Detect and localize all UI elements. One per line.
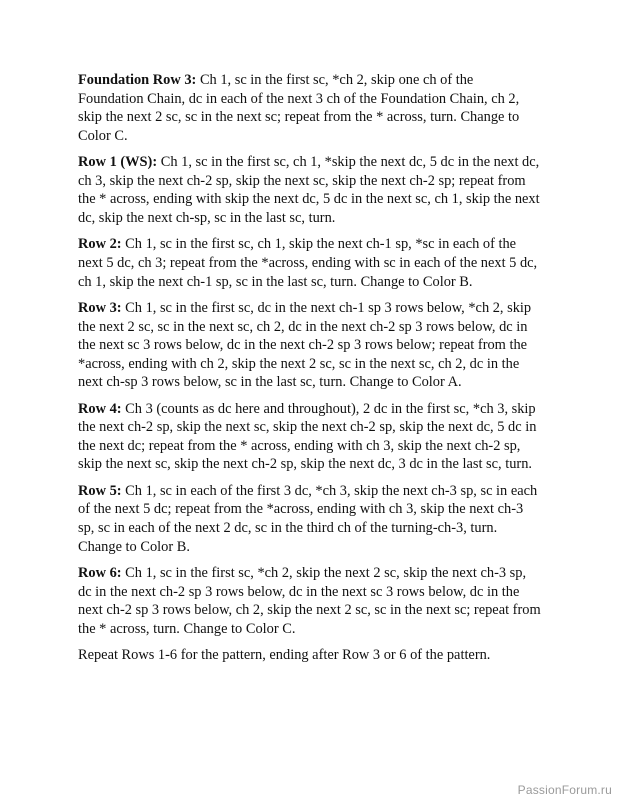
row-instructions: Ch 1, sc in each of the first 3 dc, *ch 3, skip the next ch-3 sp, sc in each of the next 5 dc; repeat from the *across, ending with ch 3, skip the next ch-3 sp, sc in each of the next 2 dc, sc in the third ch of the turning-ch-3, turn. Change to Color B. [78,482,538,555]
paragraph-row-5 [78,482,542,556]
paragraph-row-1 [78,153,542,227]
row-label: Row 3: [78,299,122,316]
watermark: PassionForum.ru [517,783,612,797]
paragraph-row-2 [78,235,542,291]
row-label: Row 5: [78,482,122,499]
paragraph-foundation-row-3 [78,71,542,145]
row-instructions: Ch 1, sc in the first sc, dc in the next ch-1 sp 3 rows below, *ch 2, skip the next 2 sc, sc in the next sc, ch 2, dc in the next ch-2 sp 3 rows below, dc in the next sc 3 rows below, dc in the next ch-2 sp 3 rows below; repeat from the *across, ending with ch 2, skip the next 2 sc, sc in the next sc, ch 2, dc in the next ch-sp 3 rows below, sc in the last sc, turn. Change to Color A. [78,299,532,391]
paragraph-row-4 [78,400,542,474]
row-label: Row 1 (WS): [78,154,158,171]
row-instructions: Ch 1, sc in the first sc, *ch 2, skip the next 2 sc, skip the next ch-3 sp, dc in the next ch-2 sp 3 rows below, dc in the next sc 3 rows below, dc in the next ch-2 sp 3 rows below, ch 2, skip the next 2 sc, sc in the next sc; repeat from the * across, turn. Change to Color C. [78,565,541,637]
row-label: Row 2: [78,236,122,253]
paragraph-row-3 [78,299,542,392]
paragraph-repeat-note [78,646,542,665]
pattern-document [78,71,542,673]
row-instructions: Ch 1, sc in the first sc, *ch 2, skip one ch of the Foundation Chain, dc in each of the next 3 ch of the Foundation Chain, ch 2, skip the next 2 sc, sc in the next sc; repeat from the * across, turn. Change to Color C. [78,72,520,144]
row-label: Row 4: [78,400,122,417]
row-instructions: Ch 3 (counts as dc here and throughout), 2 dc in the first sc, *ch 3, skip the next ch-2 sp, skip the next sc, skip the next ch-2 sp, skip the next dc, 5 dc in the next dc; repeat from the * across, ending with ch 3, skip the next ch-2 sp, skip the next sc, skip the next ch-2 sp, skip the next dc, 3 dc in the last sc, turn. [78,400,537,473]
row-label: Row 6: [78,565,122,582]
repeat-instructions: Repeat Rows 1-6 for the pattern, ending after Row 3 or 6 of the pattern. [78,647,491,664]
row-label: Foundation Row 3: [78,72,197,88]
row-instructions: Ch 1, sc in the first sc, ch 1, skip the next ch-1 sp, *sc in each of the next 5 dc, ch 3; repeat from the *across, ending with sc in each of the next 5 dc, ch 1, skip the next ch-1 sp, sc in the last sc, turn. Change to Color B. [78,236,538,290]
row-instructions: Ch 1, sc in the first sc, ch 1, *skip the next dc, 5 dc in the next dc, ch 3, skip the next ch-2 sp, skip the next sc, skip the next ch-2 sp; repeat from the * across, ending with skip the next dc, 5 dc in the next sc, ch 1, skip the next dc, skip the next ch-sp, sc in the last sc, turn. [78,154,540,226]
paragraph-row-6 [78,564,542,638]
